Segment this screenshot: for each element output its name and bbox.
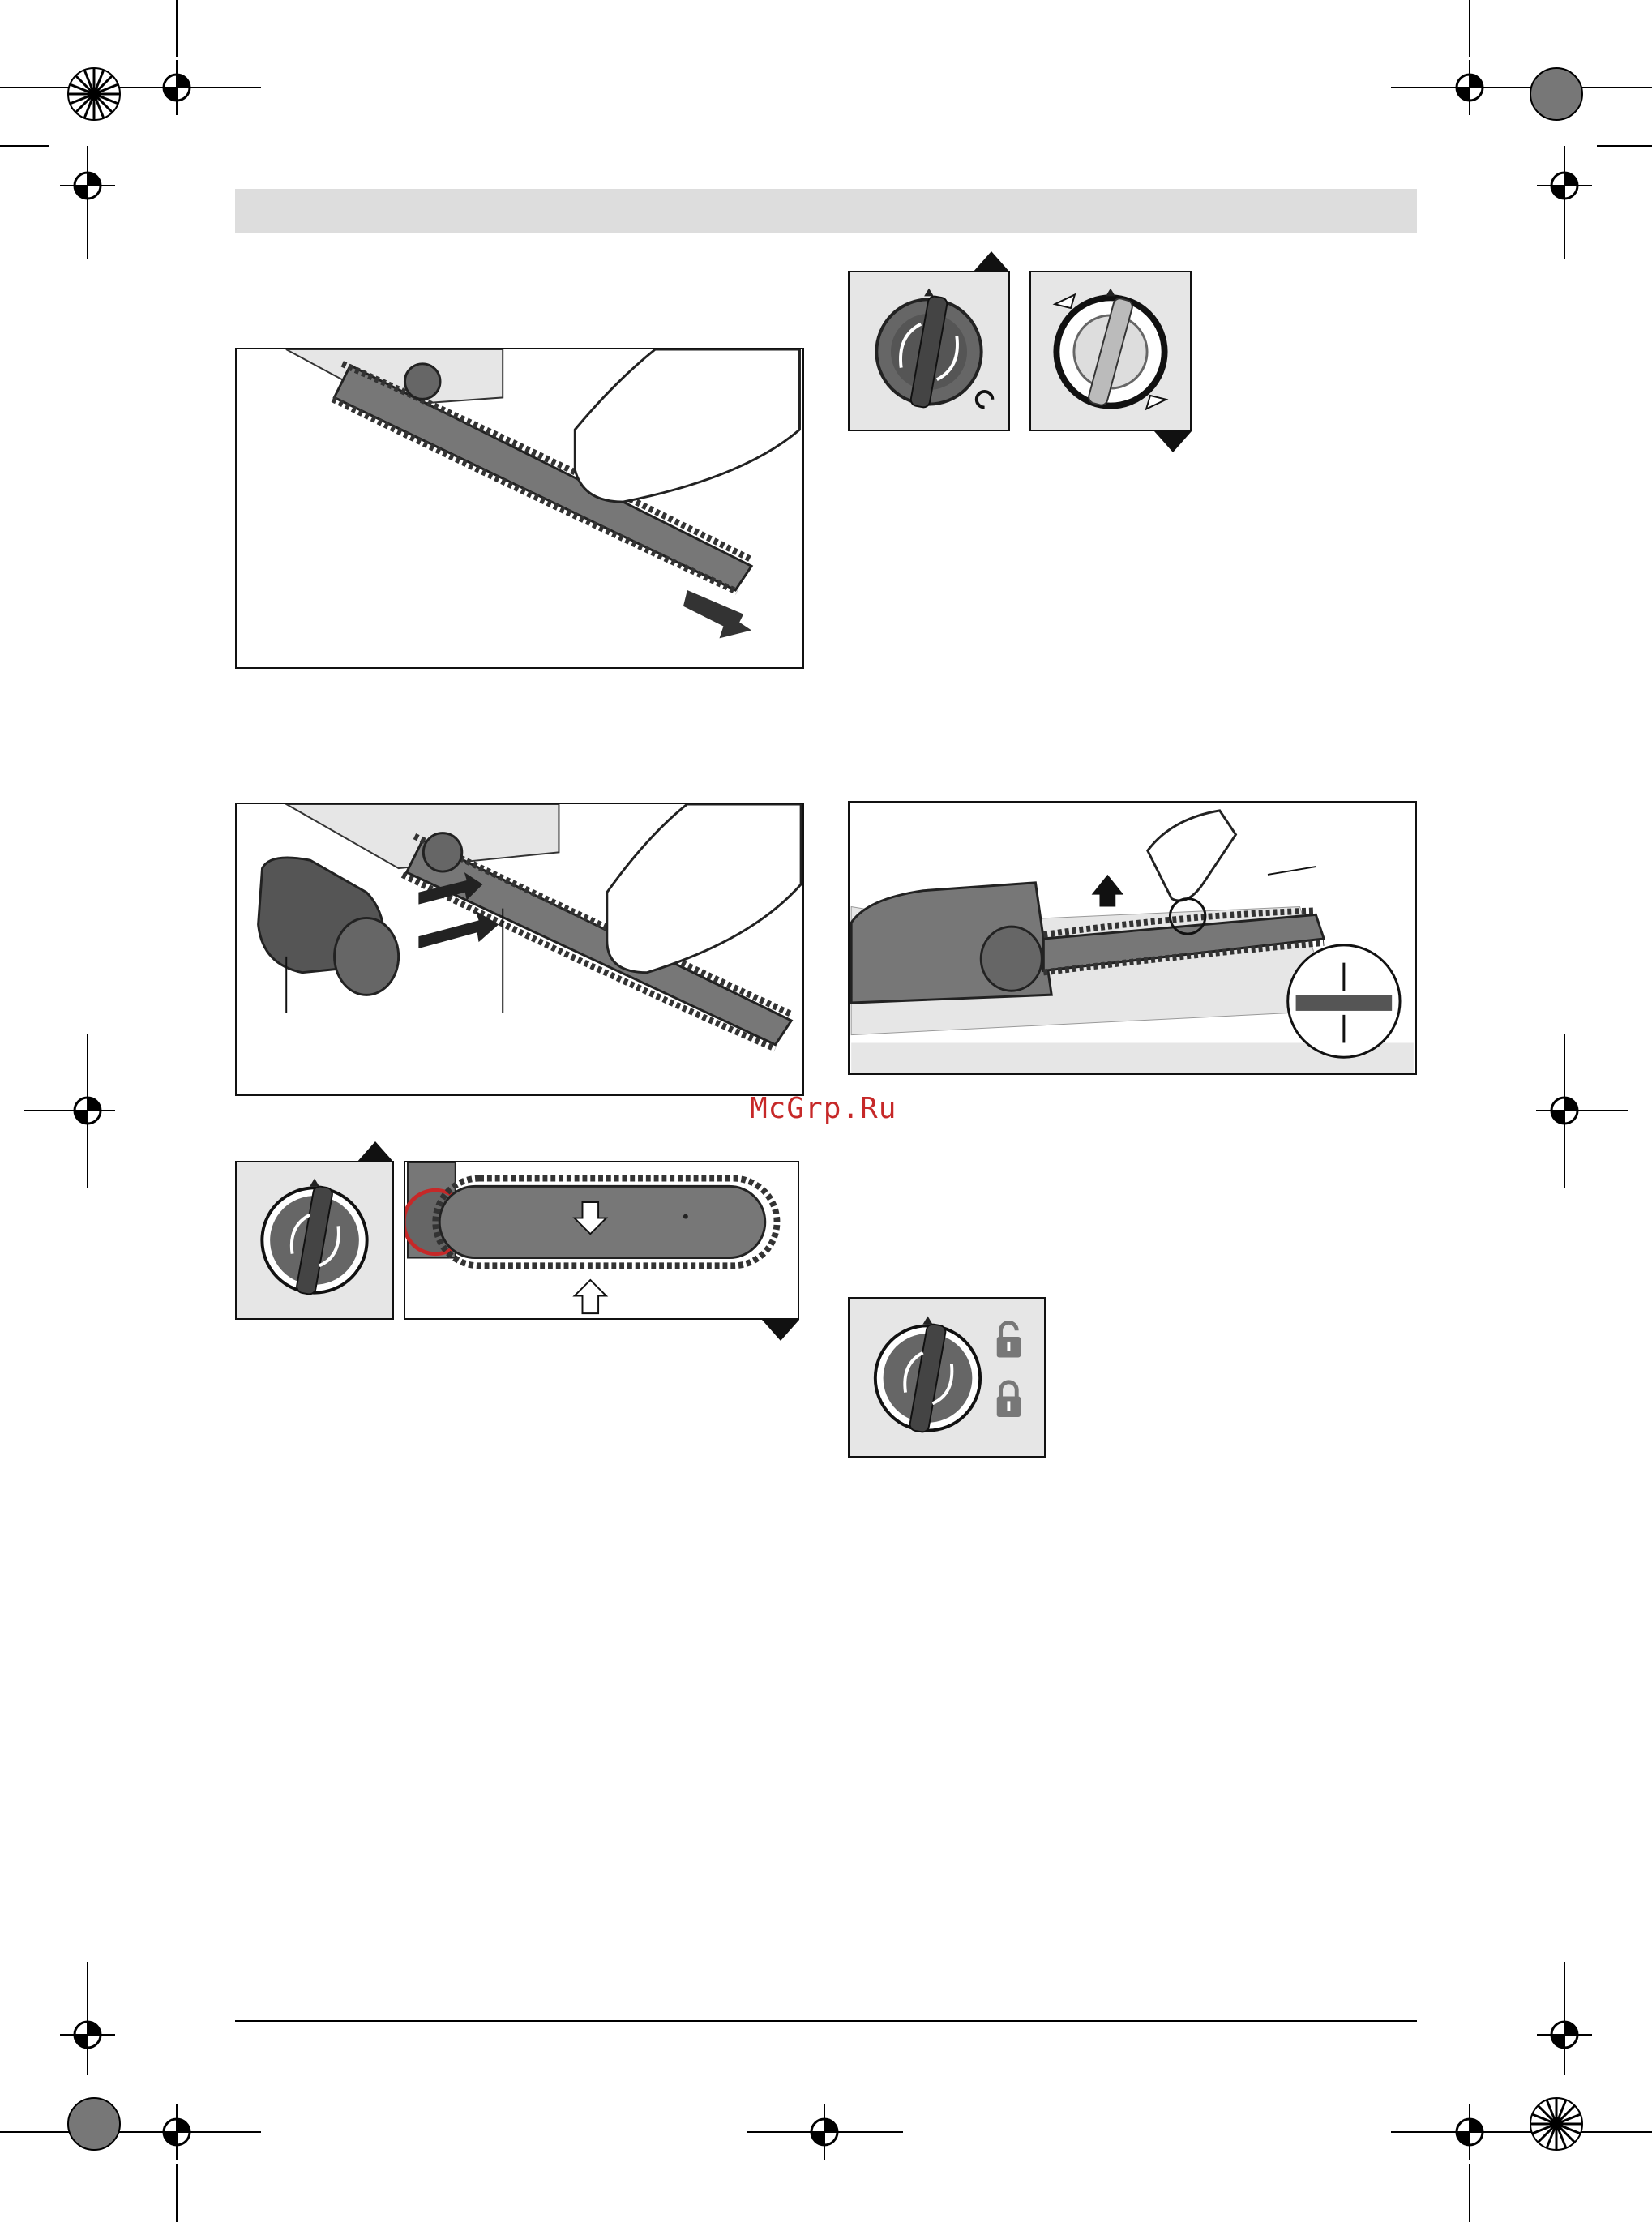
figure-knob-tighten	[235, 1161, 394, 1320]
tension-knob-lock-icons	[850, 1299, 1044, 1456]
chain-cover-arrows	[237, 804, 802, 1094]
lock-icon	[997, 1382, 1021, 1417]
bar-chain-up-down-arrows	[405, 1162, 798, 1318]
tension-knob-icon	[237, 1162, 392, 1318]
figure-bar-guide-insert	[235, 348, 804, 669]
chainsaw-bar-chain-arrow	[237, 349, 802, 667]
figure-knob-lock	[848, 1297, 1046, 1458]
chain-lift-gap-detail	[850, 803, 1415, 1073]
corner-arrow-up	[357, 1141, 394, 1162]
figure-cover-attach	[235, 803, 804, 1096]
figure-bar-chain-seat	[404, 1161, 799, 1320]
tension-knob-rotate-icon	[850, 272, 1008, 430]
figure-knob-rotate-open	[1029, 271, 1192, 431]
figure-knob-rotate-clockwise	[848, 271, 1010, 431]
figure-chain-tension-check	[848, 801, 1417, 1075]
watermark: McGrp.Ru	[750, 1092, 897, 1125]
corner-arrow-down	[1154, 431, 1192, 452]
tension-knob-arrows-icon	[1031, 272, 1190, 430]
unlock-icon	[997, 1322, 1021, 1357]
corner-arrow-up	[973, 251, 1010, 272]
corner-arrow-down	[762, 1320, 799, 1341]
